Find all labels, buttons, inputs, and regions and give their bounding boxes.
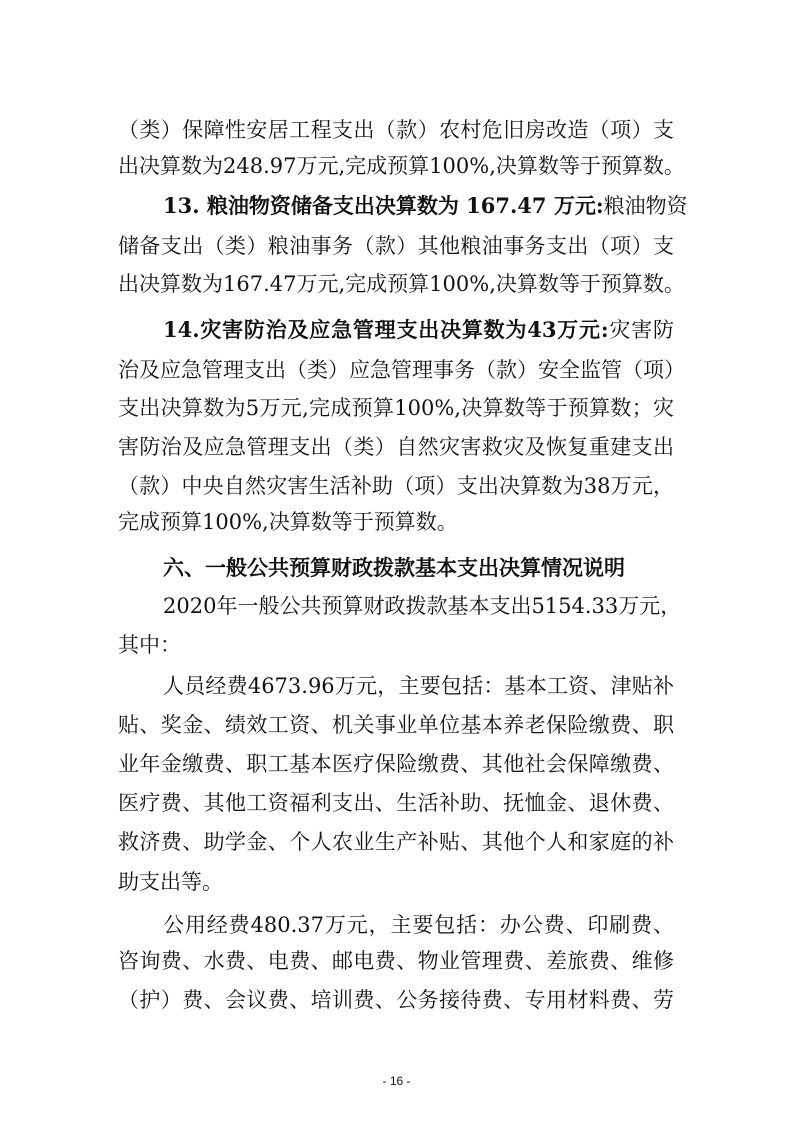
item-14-heading: 14.灾害防治及应急管理支出决算数为43万元:	[163, 317, 609, 342]
text-line: 害防治及应急管理支出（类）自然灾害救灾及恢复重建支出	[118, 435, 674, 459]
text-line: 支出决算数为5万元,完成预算100%,决算数等于预算数；灾	[118, 396, 674, 420]
text-line: 人员经费4673.96万元，主要包括：基本工资、津贴补	[163, 674, 674, 698]
item-14-first-line	[163, 317, 674, 343]
text-line: 治及应急管理支出（类）应急管理事务（款）安全监管（项）	[118, 358, 685, 382]
text-line: 咨询费、水费、电费、邮电费、物业管理费、差旅费、维修	[118, 949, 674, 973]
section-heading: 六、一般公共预算财政拨款基本支出决算情况说明	[163, 555, 625, 580]
text-line: 业年金缴费、职工基本医疗保险缴费、其他社会保障缴费、	[118, 752, 674, 776]
text-line: 医疗费、其他工资福利支出、生活补助、抚恤金、退休费、	[118, 791, 674, 815]
text-line: 贴、奖金、绩效工资、机关事业单位基本养老保险缴费、职	[118, 713, 674, 737]
text-line: 2020年一般公共预算财政拨款基本支出5154.33万元，	[163, 594, 682, 618]
text-line: 出决算数为248.97万元,完成预算100%,决算数等于预算数。	[118, 154, 685, 178]
text-line: 出决算数为167.47万元,完成预算100%,决算数等于预算数。	[118, 272, 685, 296]
text-line: （护）费、会议费、培训费、公务接待费、专用材料费、劳	[118, 988, 674, 1012]
item-13-heading: 13. 粮油物资储备支出决算数为 167.47 万元:	[163, 193, 604, 218]
text-line: 公用经费480.37万元，主要包括：办公费、印刷费、	[163, 913, 674, 937]
text-line: （类）保障性安居工程支出（款）农村危旧房改造（项）支	[118, 118, 674, 142]
text-line: （款）中央自然灾害生活补助（项）支出决算数为38万元，	[118, 474, 674, 498]
text-line: 救济费、助学金、个人农业生产补贴、其他个人和家庭的补	[118, 830, 674, 854]
text-line: 完成预算100%,决算数等于预算数。	[118, 510, 458, 534]
text-line: 储备支出（类）粮油事务（款）其他粮油事务支出（项）支	[118, 234, 674, 258]
item-13-first-line	[163, 193, 688, 219]
text-line: 助支出等。	[118, 870, 223, 894]
page-number: - 16 -	[382, 1074, 411, 1088]
text-line: 其中：	[118, 633, 181, 657]
text-span: 灾害防	[608, 318, 674, 342]
text-span: 粮油物资	[603, 194, 688, 218]
